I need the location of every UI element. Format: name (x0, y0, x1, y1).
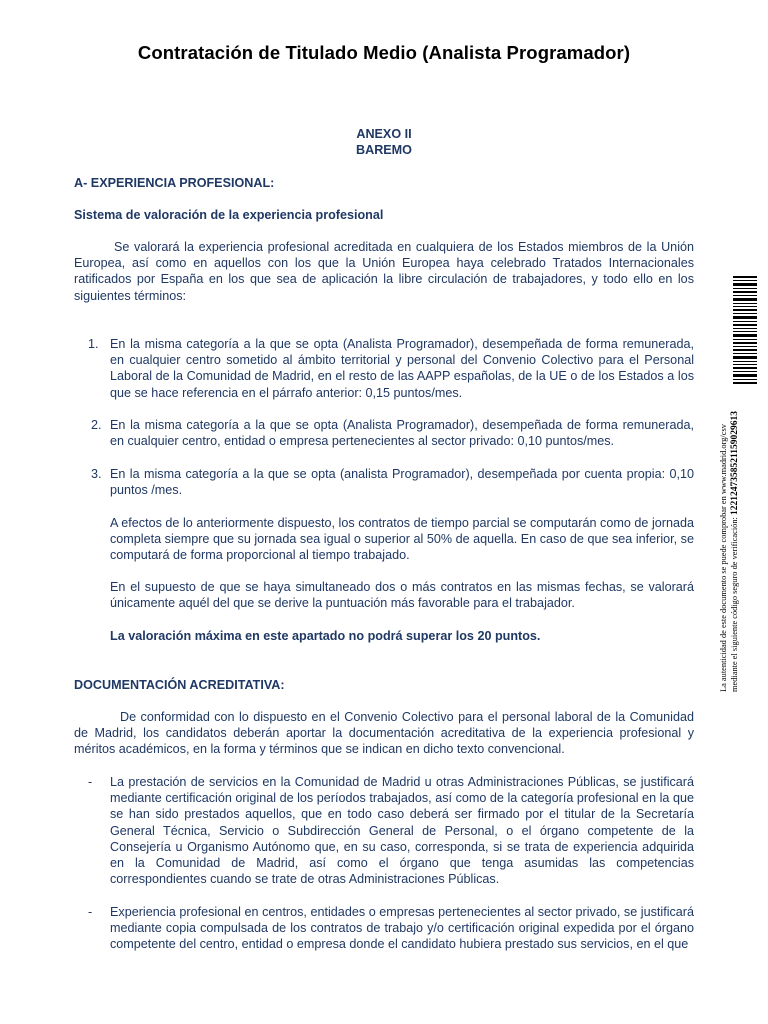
verification-stamp (718, 392, 762, 692)
section-a-heading: A- EXPERIENCIA PROFESIONAL: (74, 176, 275, 190)
annex-subtitle: BAREMO (356, 143, 412, 157)
list-item: En la misma categoría a la que se opta (Analista Programador), desempeñada de forma remunerada, en cualquier centro sometido al ámbito territorial y personal del Convenio Colectivo para el Personal Laboral de la Comunidad de Madrid, en el resto de las AAPP españolas, de la UE o de los Estados a los que se hace referencia en el párrafo anterior: 0,15 puntos/mes. (110, 337, 694, 400)
documentation-heading: DOCUMENTACIÓN ACREDITATIVA: (74, 678, 285, 692)
list-marker: 2. (91, 418, 102, 432)
verification-text: mediante el siguiente código seguro de verificación: (730, 517, 739, 692)
intro-paragraph: Se valorará la experiencia profesional acreditada en cualquiera de los Estados miembros de la Unión Europea, así como en aquellos con los que la Unión Europea haya celebrado Tratados Internacionales ratificados por España en los que sea de aplicación la libre circulación de trabajadores, y todo ello en los siguientes términos: (74, 240, 694, 303)
barcode-icon (733, 276, 757, 386)
simultaneous-note: En el supuesto de que se haya simultaneado dos o más contratos en las mismas fechas, se valorará únicamente aquél del que se derive la puntuación más favorable para el trabajador. (110, 580, 694, 611)
list-marker: - (88, 775, 93, 789)
list-marker: 1. (88, 337, 99, 351)
documentation-intro: De conformidad con lo dispuesto en el Convenio Colectivo para el personal laboral de la Comunidad de Madrid, los candidatos deberán aportar la documentación acreditativa de la experiencia profesional y méritos académicos, en la forma y términos que se indican en dicho texto convencional. (74, 710, 694, 757)
list-marker: 3. (91, 467, 102, 481)
list-item: La prestación de servicios en la Comunidad de Madrid u otras Administraciones Públicas, se justificará mediante certificación original de los períodos trabajados, así como de la categoría profesional en la que se han sido prestados aquellos, que en todo caso deberá ser firmado por el titular de la Secretaría General Técnica, Servicio o Subdirección General de Personal, o el órgano competente de la Consejería u Organismo Autónomo que, en su caso, corresponda, si se trata de experiencia adquirida en la Comunidad de Madrid, así como el órgano que tenga asumidas las competencias correspondientes cuando se trate de otras Administraciones Públicas. (110, 775, 694, 887)
list-item: Experiencia profesional en centros, entidades o empresas pertenecientes al sector privado, se justificará mediante copia compulsada de los contratos de trabajo y/o certificación original expedida por el órgano competente del centro, entidad o empresa donde el candidato hubiera prestado sus servicios, en el que (110, 905, 694, 952)
part-time-note: A efectos de lo anteriormente dispuesto, los contratos de tiempo parcial se computarán como de jornada completa siempre que su jornada sea igual o superior al 50% de aquella. En caso de que sea inferior, se computará de forma proporcional al tiempo trabajado. (110, 516, 694, 563)
verification-code: 1221247358521159029613 (730, 411, 740, 516)
list-marker: - (88, 905, 93, 919)
document-title: Contratación de Titulado Medio (Analista Programador) (137, 42, 631, 63)
list-item: En la misma categoría a la que se opta (analista Programador), desempeñada por cuenta propia: 0,10 puntos /mes. (110, 467, 694, 498)
list-item: En la misma categoría a la que se opta (Analista Programador), desempeñada de forma remunerada, en cualquier centro, entidad o empresa pertenecientes al sector privado: 0,10 puntos/mes. (110, 418, 694, 449)
verification-text: La autenticidad de este documento se puede comprobar en www.madrid.org/csv (719, 424, 728, 692)
max-score-note: La valoración máxima en este apartado no podrá superar los 20 puntos. (110, 629, 541, 643)
subsection-heading: Sistema de valoración de la experiencia profesional (74, 208, 384, 222)
annex-label: ANEXO II (356, 127, 412, 141)
